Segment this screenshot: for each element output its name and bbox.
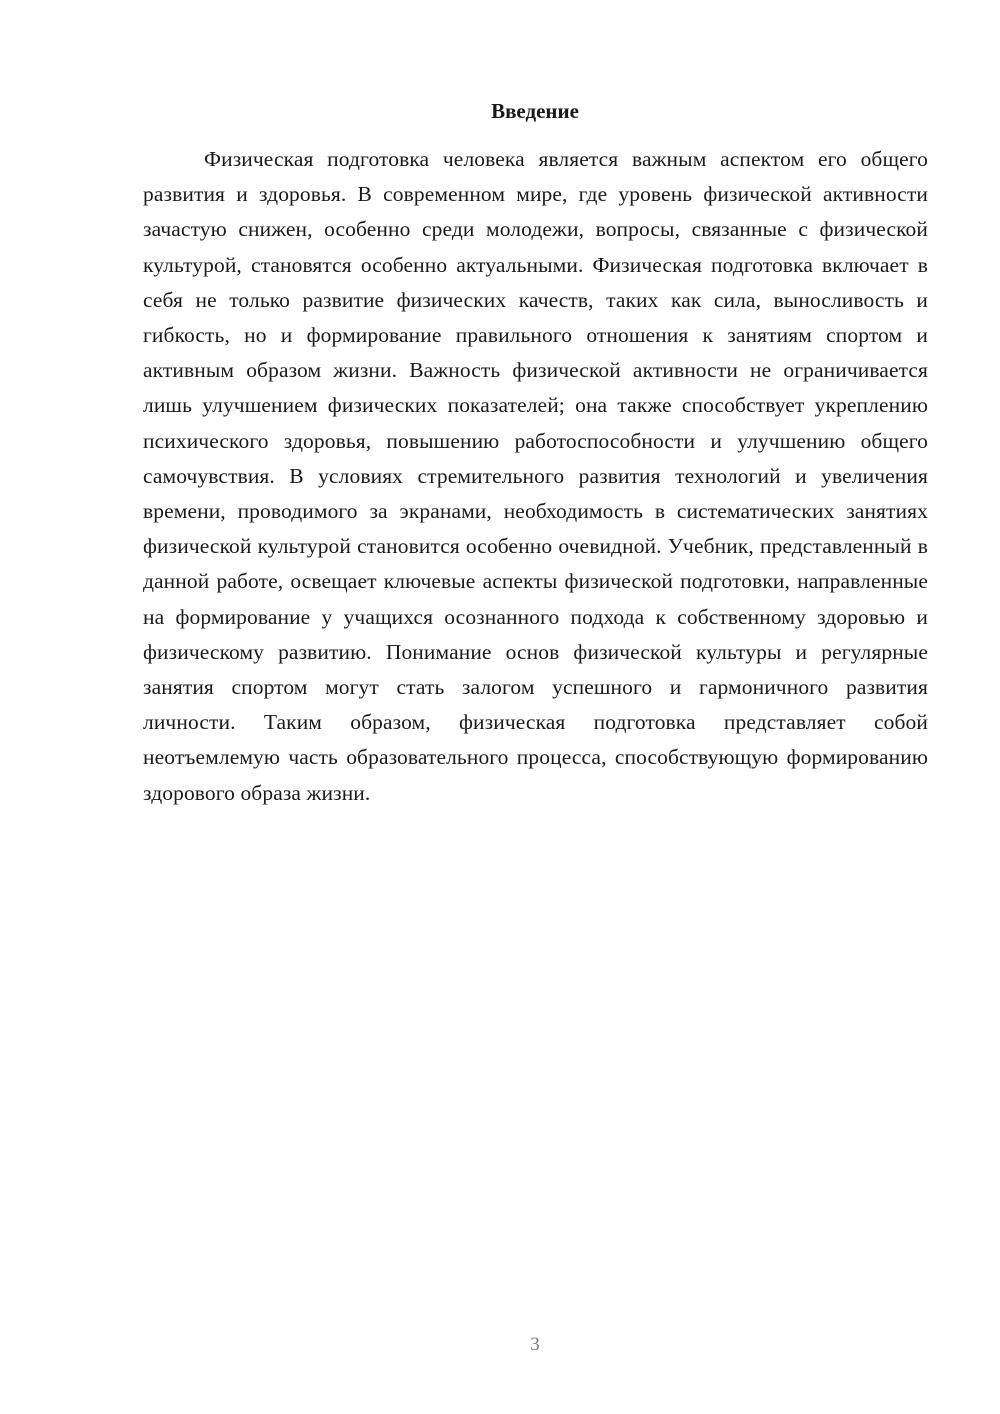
section-heading: Введение <box>491 99 579 123</box>
body-paragraph: Физическая подготовка человека является важным аспектом его общего развития и здоровья. В современном мире, где уровень физической активности зачастую снижен, особенно среди молодежи, вопросы, связанные с физической культурой, становятся особенно актуальными. Физическая подготовка включает в себя не только развитие физических качеств, таких как сила, выносливость и гибкость, но и формирование правильного отношения к занятиям спортом и активным образом жизни. Важность физической активности не ограничивается лишь улучшением физических показателей; она также способствует укреплению психического здоровья, повышению работоспособности и улучшению общего самочувствия. В условиях стремительного развития технологий и увеличения времени, проводимого за экранами, необходимость в систематических занятиях физической культурой становится особенно очевидной. Учебник, представленный в данной работе, освещает ключевые аспекты физической подготовки, направленные на формирование у учащихся осознанного подхода к собственному здоровью и физическому развитию. Понимание основ физической культуры и регулярные занятия спортом могут стать залогом успешного и гармоничного развития личности. Таким образом, физическая подготовка представляет собой неотъемлемую часть образовательного процесса, способствующую формированию здорового образа жизни. <box>143 147 928 805</box>
page-number: 3 <box>530 1334 540 1355</box>
